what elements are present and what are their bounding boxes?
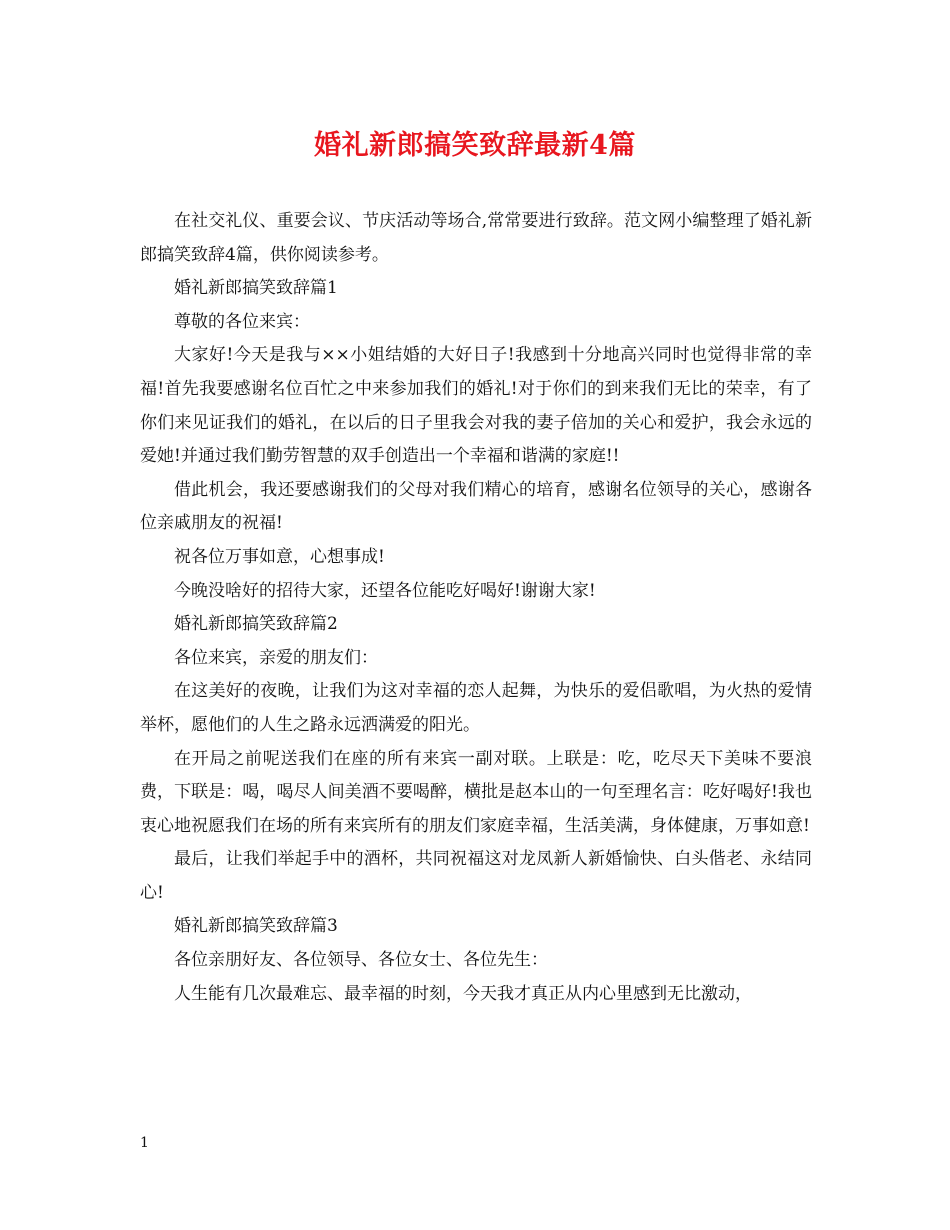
body-paragraph: 在开局之前呢送我们在座的所有来宾一副对联。上联是：吃，吃尽天下美味不要浪费，下联是：喝，喝尽人间美酒不要喝醉，横批是赵本山的一句至理名言：吃好喝好!我也衷心地祝愿我们在场的所有来宾所有的朋友们家庭幸福，生活美满，身体健康，万事如意!	[140, 748, 812, 836]
document-title: 婚礼新郎搞笑致辞最新4篇	[314, 130, 636, 161]
intro-paragraph: 在社交礼仪、重要会议、节庆活动等场合,常常要进行致辞。范文网小编整理了婚礼新郎搞笑致辞4篇，供你阅读参考。	[140, 211, 812, 265]
salutation-3: 各位亲朋好友、各位领导、各位女士、各位先生：	[174, 950, 548, 971]
body-paragraph: 最后，让我们举起手中的酒杯，共同祝福这对龙凤新人新婚愉快、白头偕老、永结同心!	[140, 849, 812, 903]
salutation-2: 各位来宾，亲爱的朋友们：	[174, 647, 378, 668]
section-heading-2: 婚礼新郎搞笑致辞篇2	[174, 614, 338, 635]
body-paragraph: 大家好!今天是我与××小姐结婚的大好日子!我感到十分地高兴同时也觉得非常的幸福!首先我要感谢名位百忙之中来参加我们的婚礼!对于你们的到来我们无比的荣幸，有了你们来见证我们的婚礼，在以后的日子里我会对我的妻子倍加的关心和爱护，我会永远的爱她!并通过我们勤劳智慧的双手创造出一个幸福和谐满的家庭!!	[140, 345, 812, 467]
body-paragraph: 人生能有几次最难忘、最幸福的时刻，今天我才真正从内心里感到无比激动，	[174, 983, 752, 1004]
document-body	[140, 205, 812, 1011]
page-number: 1	[140, 1135, 149, 1151]
salutation-1: 尊敬的各位来宾：	[174, 311, 310, 332]
body-paragraph: 借此机会，我还要感谢我们的父母对我们精心的培育，感谢名位领导的关心，感谢各位亲戚朋友的祝福!	[140, 479, 812, 534]
section-heading-1: 婚礼新郎搞笑致辞篇1	[174, 278, 338, 299]
body-paragraph: 今晚没啥好的招待大家，还望各位能吃好喝好!谢谢大家!	[174, 580, 596, 601]
body-paragraph: 在这美好的夜晚，让我们为这对幸福的恋人起舞，为快乐的爱侣歌唱，为火热的爱情举杯，愿他们的人生之路永远洒满爱的阳光。	[140, 681, 812, 735]
body-paragraph: 祝各位万事如意，心想事成!	[174, 546, 385, 567]
section-heading-3: 婚礼新郎搞笑致辞篇3	[174, 916, 338, 937]
